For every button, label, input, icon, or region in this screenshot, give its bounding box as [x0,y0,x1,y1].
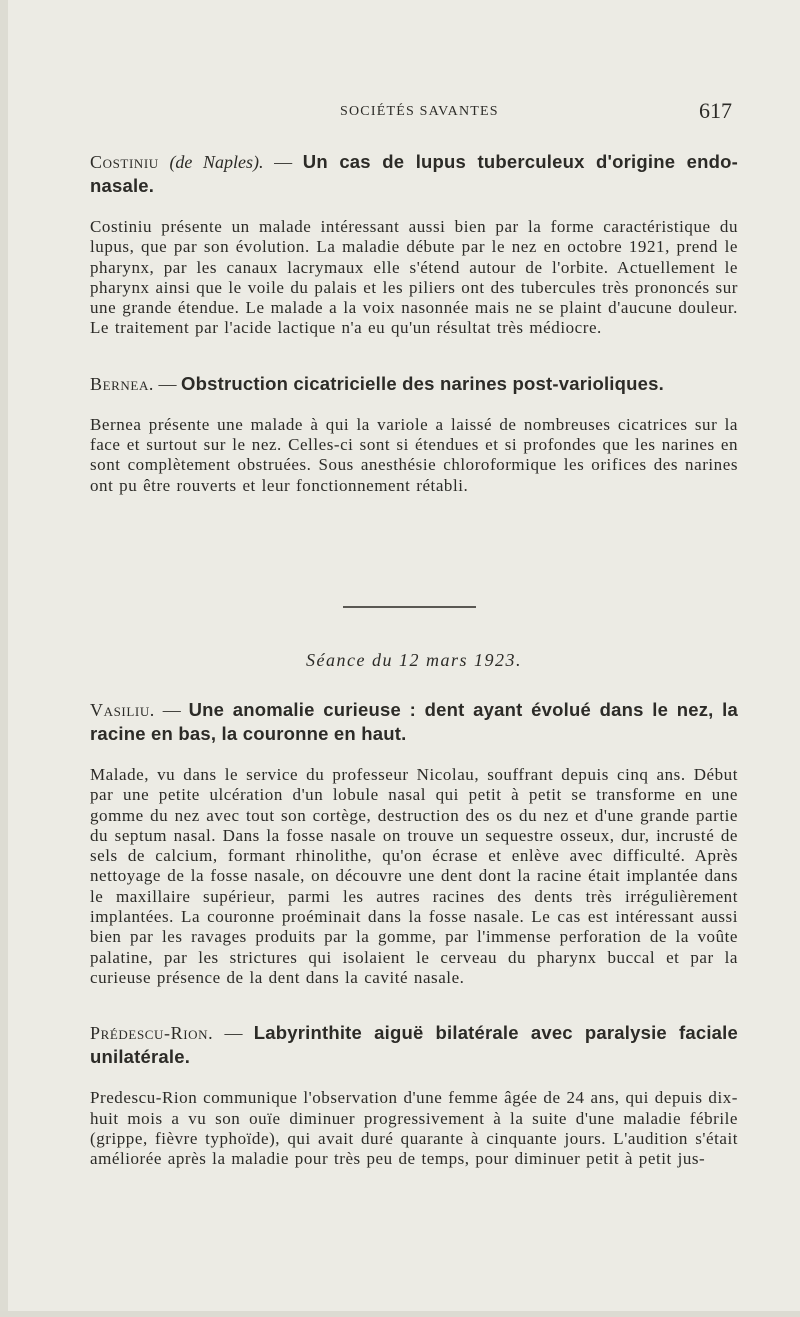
session-heading: Séance du 12 mars 1923. [306,650,522,670]
section-title: Labyrinthite aiguë bilatérale avec paralysie faciale unilatérale. [90,1022,738,1068]
heading-separator: — [158,373,177,394]
author-name: Prédescu-Rion. [90,1023,214,1044]
author-name: Vasiliu. [90,700,155,720]
section-heading [90,372,738,396]
running-title: SOCIÉTÉS SAVANTES [340,104,499,119]
section-heading [90,698,738,746]
text-column-bottom [90,698,738,1169]
section-heading [90,150,738,198]
author-name: Costiniu [90,152,159,172]
section-title: Obstruction cicatricielle des narines post-varioliques. [181,372,664,394]
scan-bottom-shadow [0,1311,800,1317]
running-header [90,100,738,124]
text-column-top [90,150,738,496]
section-title: Une anomalie curieuse : dent ayant évolué dans le nez, la racine en bas, la couronne en haut. [90,699,739,744]
section-paragraph: Malade, vu dans le service du professeur Nicolau, souffrant depuis cinq ans. Début par une petite ulcération d'un lobule nasal qui petit à petit se transforme en une gomme du nez avec tout son cortège, destruction des os du nez et d'une grande partie du septum nasal. Dans la fosse nasale on trouve un sequestre osseux, dur, incrusté de sels de calcium, formant rhinolithe, qu'on écrase et enlève avec difficulté. Après nettoyage de la fosse nasale, on découvre une dent dont la racine était implantée dans le maxillaire supérieur, parmi les autres racines des dents très irrégulièrement implantées. La couronne proéminait dans la fosse nasale. Le cas est intéressant aussi bien par les ravages produits par la gomme, par l'immense perforation de la voûte palatine, par les strictures qui isolaient le cerveau du pharynx buccal et par la curieuse présence de la dent dans la cavité nasale. [90,765,738,987]
section-heading [90,1021,738,1069]
page-number: 617 [699,98,732,123]
heading-separator: — [274,152,293,172]
heading-separator: — [162,700,181,720]
section-gap [90,988,738,1021]
section-paragraph: Costiniu présente un malade intéressant aussi bien par la forme caractéristique du lupus, que par son évolution. La maladie débute par le nez en octobre 1921, prend le pharynx, par les canaux lacrymaux elle s'étend autour de l'orbite. Actuellement le pharynx ainsi que le voile du palais et les piliers ont des tubercules très prononcés sur une grande étendue. Le malade a la voix nasonnée mais ne se plaint d'aucune douleur. Le traitement par l'acide lactique n'a eu qu'un résultat très médiocre. [90,217,738,338]
author-name: Bernea. [90,373,155,394]
section-divider-rule [343,606,476,608]
author-affiliation: (de Naples). [169,152,264,172]
section-paragraph: Bernea présente une malade à qui la variole a laissé de nombreuses cicatrices sur la face et surtout sur le nez. Celles-ci sont si étendues et si profondes que les narines en sont complètement obstruées. Sous anesthésie chloroformique les orifices des narines ont pu être rouverts et leur fonctionnement rétabli. [90,414,738,495]
section-title: Un cas de lupus tuberculeux d'origine endo-nasale. [90,151,739,196]
section-paragraph: Predescu-Rion communique l'observation d'une femme âgée de 24 ans, qui depuis dix-huit mois a vu son ouïe diminuer progressivement à la suite d'une maladie fébrile (grippe, fièvre typhoïde), qui avait duré quarante à cinquante jours. L'audition s'était améliorée après la maladie pour très peu de temps, pour diminuer petit à petit jus- [90,1088,738,1169]
heading-separator: — [224,1023,243,1044]
section-gap [90,339,738,372]
scan-edge-shadow [0,0,8,1317]
